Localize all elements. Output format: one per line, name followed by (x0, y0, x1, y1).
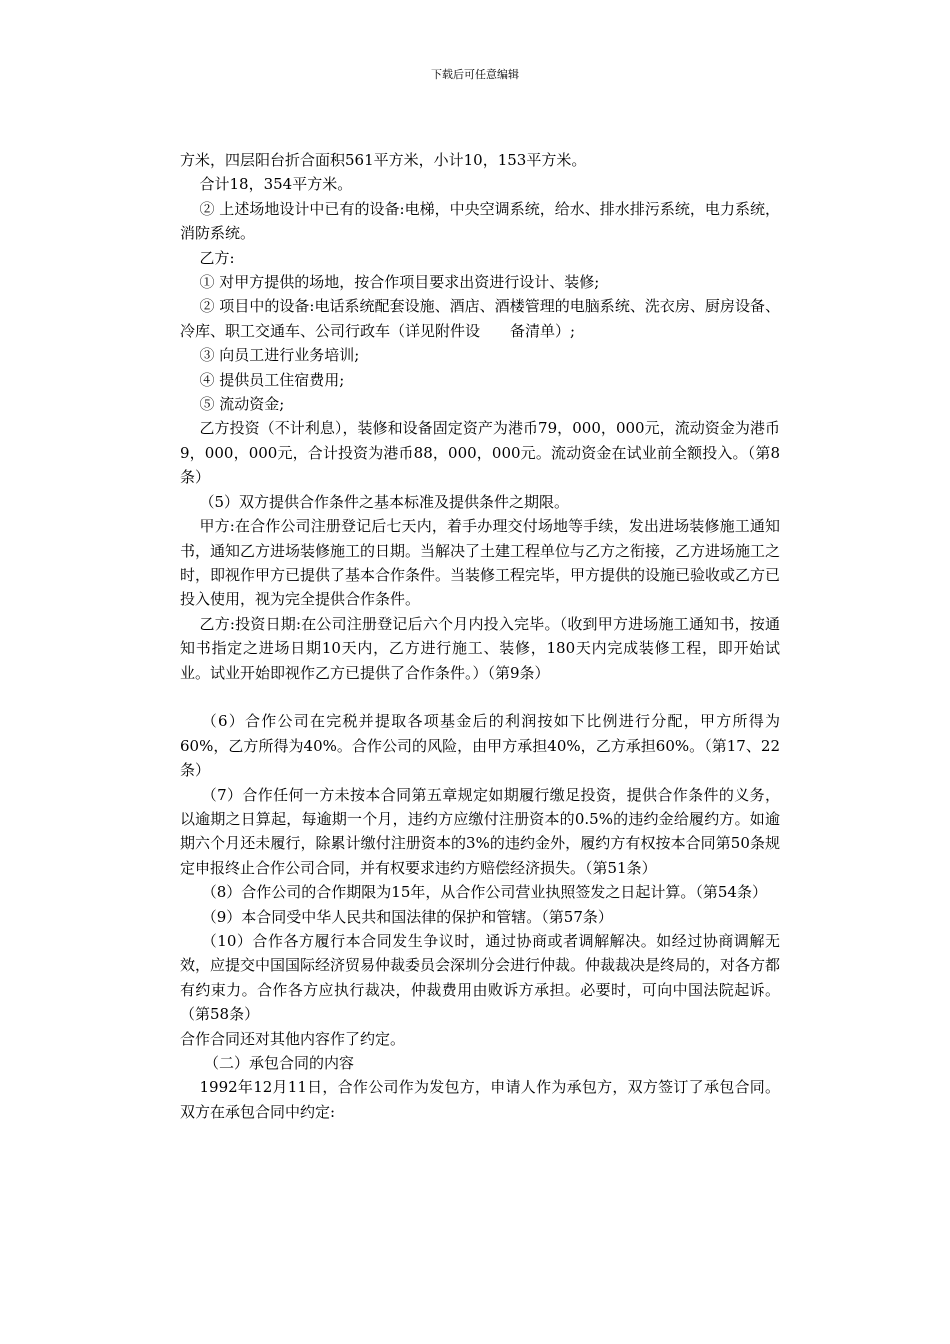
paragraph: 合作合同还对其他内容作了约定。 (180, 1029, 406, 1048)
page-header-note: 下载后可任意编辑 (431, 68, 519, 81)
paragraph: ① 对甲方提供的场地，按合作项目要求出资进行设计、装修; (199, 273, 600, 292)
paragraph: 合计18，354平方米。 (199, 175, 353, 194)
paragraph: ⑤ 流动资金; (199, 395, 285, 414)
paragraph: 乙方: (199, 248, 235, 267)
paragraph: （8）合作公司的合作期限为15年，从合作公司营业执照签发之日起计算。（第54条） (201, 883, 767, 902)
section-heading: （二）承包合同的内容 (204, 1054, 355, 1073)
paragraph: ② 上述场地设计中已有的设备:电梯，中央空调系统，给水、排水排污系统，电力系统，消防系统。 (180, 199, 780, 243)
blank-line (180, 685, 780, 709)
paragraph: 乙方:投资日期:在公司注册登记后六个月内投入完毕。（收到甲方进场施工通知书，按通知书指定之进场日期10天内，乙方进行施工、装修，180天内完成装修工程，即开始试业。试业开始即视作乙方已提供了合作条件。）（第9条） (180, 614, 780, 682)
document-body (180, 148, 780, 1124)
paragraph: （9）本合同受中华人民共和国法律的保护和管辖。（第57条） (201, 907, 613, 926)
paragraph: （10）合作各方履行本合同发生争议时，通过协商或者调解解决。如经过协商调解无效，应提交中国国际经济贸易仲裁委员会深圳分会进行仲裁。仲裁裁决是终局的，对各方都有约束力。合作各方应执行裁决，仲裁费用由败诉方承担。必要时，可向中国法院起诉。（第58条） (180, 931, 781, 1024)
paragraph: 方米，四层阳台折合面积561平方米，小计10，153平方米。 (180, 151, 587, 169)
paragraph: 甲方:在合作公司注册登记后七天内，着手办理交付场地等手续，发出进场装修施工通知书，通知乙方进场装修施工的日期。当解决了土建工程单位与乙方之衔接，乙方进场施工之时，即视作甲方已提供了基本合作条件。当装修工程完毕，甲方提供的设施已验收或乙方已投入使用，视为完全提供合作条件。 (180, 517, 781, 609)
paragraph: ④ 提供员工住宿费用; (199, 370, 345, 389)
paragraph: ② 项目中的设备:电话系统配套设施、酒店、酒楼管理的电脑系统、洗衣房、厨房设备、冷库、职工交通车、公司行政车（详见附件设 备清单）; (180, 297, 780, 340)
paragraph: （7）合作任何一方未按本合同第五章规定如期履行缴足投资，提供合作条件的义务，以逾期之日算起，每逾期一个月，违约方应缴付注册资本的0.5%的违约金给履约方。如逾期六个月还未履行，除累计缴付注册资本的3%的违约金外，履约方有权按本合同第50条规定申报终止合作公司合同，并有权要求违约方赔偿经济损失。（第51条） (180, 785, 780, 877)
paragraph: 1992年12月11日，合作公司作为发包方，申请人作为承包方，双方签订了承包合同。双方在承包合同中约定: (180, 1078, 780, 1121)
paragraph: ③ 向员工进行业务培训; (199, 346, 360, 365)
paragraph: （6）合作公司在完税并提取各项基金后的利润按如下比例进行分配，甲方所得为60%，乙方所得为40%。合作公司的风险，由甲方承担40%，乙方承担60%。（第17、22条） (180, 712, 780, 780)
paragraph: （5）双方提供合作条件之基本标准及提供条件之期限。 (199, 492, 570, 511)
paragraph: 乙方投资（不计利息），装修和设备固定资产为港币79，000，000元，流动资金为港币9，000，000元，合计投资为港币88，000，000元。流动资金在试业前全额投入。（第8条） (180, 419, 780, 487)
